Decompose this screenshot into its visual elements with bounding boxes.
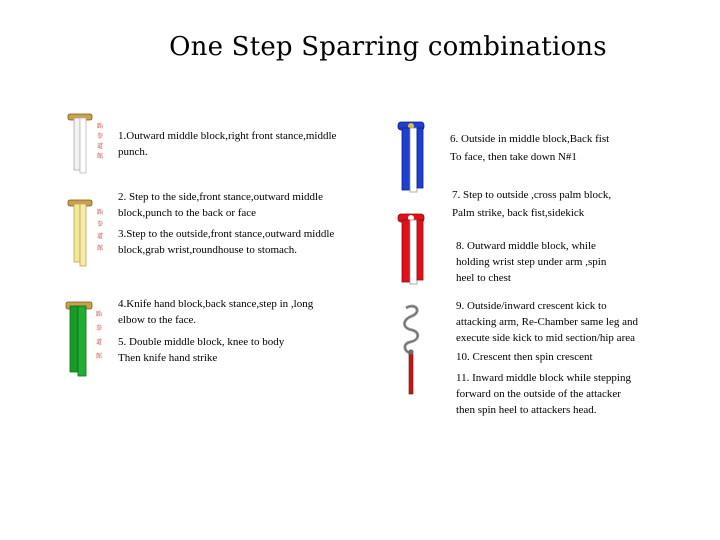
svg-text:館: 館 bbox=[97, 245, 104, 252]
yellow-belt-icon bbox=[60, 194, 108, 268]
combination-7: 7. Step to outside ,cross palm block, Palm strike, back fist,sidekick bbox=[452, 189, 612, 219]
combination-4: 4.Knife hand block,back stance,step in ,long elbow to the face. bbox=[118, 298, 314, 326]
svg-text:跆: 跆 bbox=[97, 123, 104, 130]
slide-title: One Step Sparring combinations bbox=[169, 32, 607, 62]
svg-text:館: 館 bbox=[97, 153, 104, 160]
combination-1: 1.Outward middle block,right front stance,middle punch. bbox=[118, 130, 337, 158]
svg-text:館: 館 bbox=[96, 353, 103, 360]
combination-3: 3.Step to the outside,front stance,outward middle block,grab wrist,roundhouse to stomach. bbox=[118, 228, 335, 256]
svg-text:跆: 跆 bbox=[96, 311, 103, 318]
svg-text:道: 道 bbox=[96, 339, 103, 346]
svg-text:道: 道 bbox=[97, 233, 104, 240]
blue-belt-icon bbox=[392, 116, 432, 196]
svg-text:拳: 拳 bbox=[97, 221, 104, 228]
combination-9: 9. Outside/inward crescent kick to attacking arm, Re-Chamber same leg and execute side kick to mid section/hip area bbox=[456, 300, 639, 344]
svg-text:拳: 拳 bbox=[96, 325, 103, 332]
combination-5: 5. Double middle block, knee to body Then knife hand strike bbox=[118, 336, 285, 364]
green-belt-icon bbox=[58, 294, 108, 378]
combination-6: 6. Outside in middle block,Back fist To face, then take down N#1 bbox=[450, 133, 610, 163]
combination-8: 8. Outward middle block, while holding wrist step under arm ,spin heel to chest bbox=[456, 240, 607, 284]
svg-text:道: 道 bbox=[97, 143, 104, 150]
combination-10: 10. Crescent then spin crescent bbox=[456, 351, 593, 363]
white-belt-icon bbox=[60, 108, 108, 176]
dragon-staff-icon bbox=[394, 300, 428, 398]
svg-text:跆: 跆 bbox=[97, 209, 104, 216]
combination-2: 2. Step to the side,front stance,outward middle block,punch to the back or face bbox=[118, 191, 323, 219]
svg-text:拳: 拳 bbox=[97, 133, 104, 140]
combination-11: 11. Inward middle block while stepping forward on the outside of the attacker then spin heel to attackers head. bbox=[456, 372, 631, 416]
red-belt-icon bbox=[392, 208, 432, 288]
